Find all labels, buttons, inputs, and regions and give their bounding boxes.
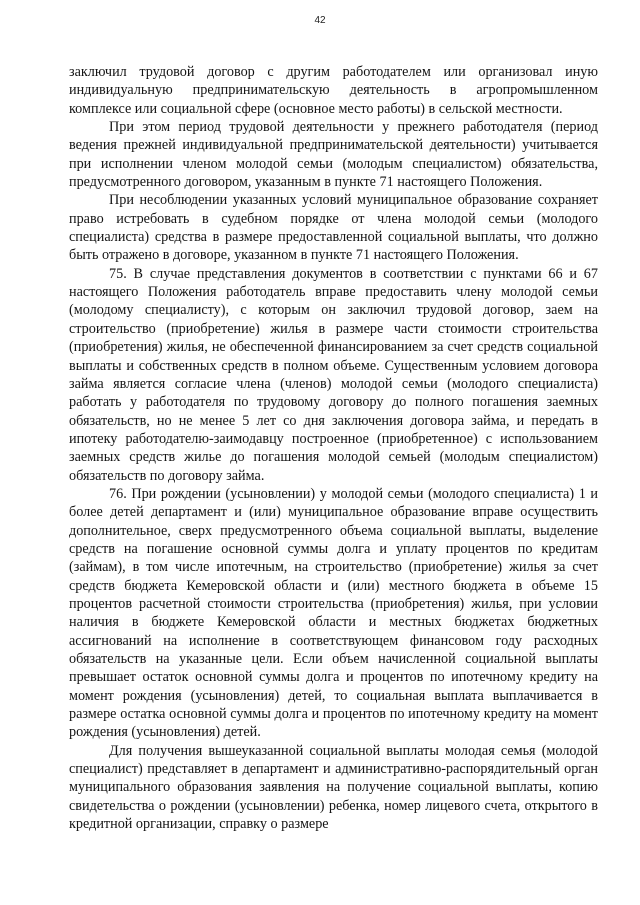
page-number: 42 [314, 15, 326, 26]
paragraph: заключил трудовой договор с другим работодателем или организовал иную индивидуальную предпринимательскую деятельность в агропромышленном комплексе или социальной сфере (основное место работы) в сельской местности. [69, 64, 598, 117]
paragraph-76: 76. При рождении (усыновлении) у молодой семьи (молодого специалиста) 1 и более детей департамент и (или) муниципальное образование вправе осуществить дополнительное, сверх предусмотренного объема социальной выплаты, выделение средств на погашение основной суммы долга и уплату процентов по кредитам (займам), в том числе ипотечным, на строительство (приобретение) жилья за счет средств бюджета Кемеровской области и (или) местного бюджета в объеме 15 процентов расчетной стоимости строительства (приобретения) жилья, при условии наличия в бюджете Кемеровской области и местных бюджетах бюджетных ассигнований на исполнение в соответствующем финансовом году расходных обязательств на указанные цели. Если объем начисленной социальной выплаты превышает остаток основной суммы долга и процентов по ипотечному кредиту на момент рождения (усыновления) детей, то социальная выплата выплачивается в размере остатка основной суммы долга и процентов по ипотечному кредиту на момент рождения (усыновления) детей. [69, 485, 598, 741]
document-body [69, 63, 598, 833]
paragraph-75: 75. В случае представления документов в соответствии с пунктами 66 и 67 настоящего Положения работодатель вправе предоставить члену молодой семьи (молодому специалисту), с которым он заключил трудовой договор, заем на строительство (приобретение) жилья в размере части стоимости строительства (приобретения) жилья, не обеспеченной финансированием за счет средств социальной выплаты и собственных средств в полном объеме. Существенным условием договора займа является согласие члена (членов) молодой семьи (молодого специалиста) работать у работодателя по трудовому договору до полного погашения заемных обязательств, но не менее 5 лет со дня заключения договора займа, и передать в ипотеку работодателю-заимодавцу построенное (приобретенное) с использованием заемных средств жилье до погашения молодой семьей (молодым специалистом) обязательств по договору займа. [69, 265, 598, 484]
paragraph: Для получения вышеуказанной социальной выплаты молодая семья (молодой специалист) представляет в департамент и административно-распорядительный орган муниципального образования заявления на получение социальной выплаты, копию свидетельства о рождении (усыновлении) ребенка, номер лицевого счета, открытого в кредитной организации, справку о размере [69, 742, 598, 833]
paragraph: При этом период трудовой деятельности у прежнего работодателя (период ведения прежней индивидуальной предпринимательской деятельности) учитывается при исполнении членом молодой семьи (молодым специалистом) обязательства, предусмотренного договором, указанным в пункте 71 настоящего Положения. [69, 119, 598, 191]
paragraph: При несоблюдении указанных условий муниципальное образование сохраняет право истребовать в судебном порядке от члена молодой семьи (молодого специалиста) средства в размере предоставленной социальной выплаты, что должно быть отражено в договоре, указанном в пункте 71 настоящего Положения. [69, 192, 598, 264]
